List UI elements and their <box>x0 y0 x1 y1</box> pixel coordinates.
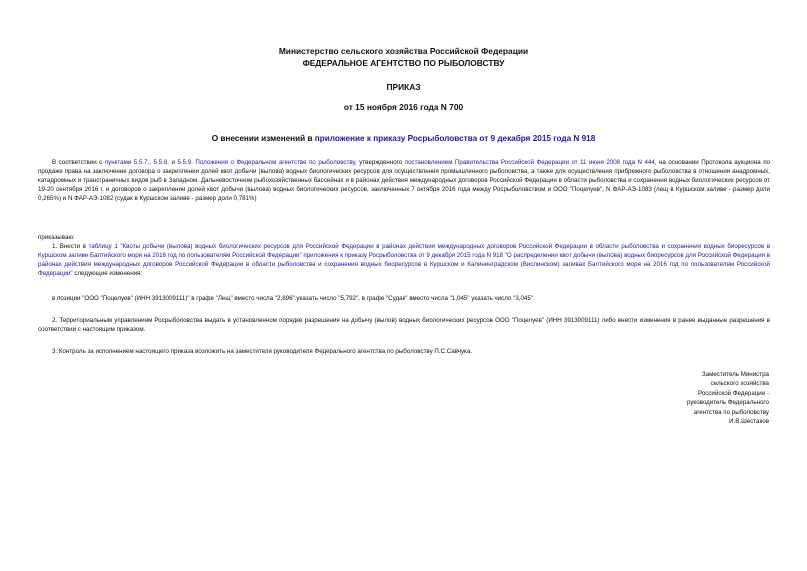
link-table-1[interactable]: таблицу 1 "Квоты добычи (вылова) водных биологических ресурсов для Российской Федерации в районах действия международных договоров Российской Федерации в области рыболовства и сохранения водных биоресурсов в Куршском заливе Балтийского моря на 2016 год по пользователям Российской Федерации" приложения к приказу Росрыболовства от 9 декабря 2015 года N 918 "О распределении квот добычи (вылова) водных биоресурсов для Российской Федерации в районах действия международных договоров Российской Федерации в области рыболовства и сохранения водных биоресурсов в Куршском и Калининградском (Вислинском) заливах Балтийского моря на 2016 год по пользователям Российской Федерации" <box>38 243 770 277</box>
item-3-paragraph: 3. Контроль за исполнением настоящего приказа возложить на заместителя руководителя Федерального агентства по рыболовству П.С.Савчука. <box>52 348 473 355</box>
item-1-paragraph <box>38 242 770 278</box>
signatory-name: И.В.Шестаков <box>729 418 769 426</box>
preamble-text-2: , <box>149 159 154 166</box>
preamble-paragraph <box>38 158 770 203</box>
item-1-text-2: следующие изменения: <box>72 270 143 277</box>
link-punkt-558[interactable]: 5.5.8. <box>153 159 169 166</box>
link-punkt-559[interactable]: 5.5.9. <box>177 159 193 166</box>
document-type: ПРИКАЗ <box>386 82 421 92</box>
signature-line: агентства по рыболовству <box>693 408 769 416</box>
preamble-text-5: , утвержденного <box>354 159 405 166</box>
link-punkt-557[interactable]: пунктами 5.5.7. <box>104 159 150 166</box>
title-prefix: О внесении изменений в <box>211 134 315 143</box>
ministry-name: Министерство сельского хозяйства Российской Федерации <box>278 46 529 56</box>
order-word: приказываю: <box>38 234 75 241</box>
preamble-text-3: и <box>169 159 178 166</box>
preamble-text-1: В соответствии с <box>52 159 105 166</box>
item-1-text-1: 1. Внести в <box>52 243 89 250</box>
signature-line: Российской Федерации - <box>697 389 769 397</box>
signature-line: Заместитель Министра <box>701 371 769 378</box>
document-date: от 15 ноября 2016 года N 700 <box>343 102 464 112</box>
link-postanovlenie-444[interactable]: постановлением Правительства Российской Федерации от 11 июня 2008 года N 444 <box>404 159 655 166</box>
signature-line: сельского хозяйства <box>710 380 769 388</box>
agency-name: ФЕДЕРАЛЬНОЕ АГЕНТСТВО ПО РЫБОЛОВСТВУ <box>302 58 505 68</box>
signature-block <box>629 370 769 426</box>
preamble-text-6: , на основании Протокола аукциона по продаже права на заключение договора о закреплении долей квот добычи (вылова) водных биологических ресурсов для осуществления промышленного рыболовства, а также для осуществления прибрежного рыболовства в отношении анадромных, катадромных и трансграничных видов рыб в Западном, Дальневосточном рыбохозяйственных бассейнах и в районах действия международных договоров Российской Федерации в области рыболовства и сохранения водных биологических ресурсов от 19-20 сентября 2016 г. и договоров о закреплении долей квот добычи (вылова) водных биологических ресурсов, заключенных 7 октября 2016 года между Росрыболовством и ООО "Поцелуев", N ФАР-АЭ-1083 (лещ в Куршском заливе - размер доли 0,265%) и N ФАР-АЭ-1082 (судак в Куршском заливе - размер доли 0,781%) <box>38 159 770 202</box>
item-1-change: в позиции "ООО "Поцелуев" (ИНН 3913009111)" в графе "Лещ" вместо числа "2,896" указать число "5,792", в графе "Судак" вместо числа "1,045" указать число "3,045". <box>52 295 535 302</box>
link-polozhenie[interactable]: Положения о Федеральном агентстве по рыболовству <box>195 159 355 166</box>
document-title <box>0 134 807 143</box>
item-2-paragraph: 2. Территориальным управлениям Росрыболовства выдать в установленном порядке разрешения на добычу (вылов) водных биологических ресурсов ООО "Поцелуев" (ИНН 3913009111) либо внести изменения в ранее выданные разрешения в соответствии с настоящим приказом. <box>38 317 770 333</box>
signature-line: руководитель Федерального <box>686 399 769 407</box>
title-link[interactable]: приложение к приказу Росрыболовства от 9 декабря 2015 года N 918 <box>314 134 596 143</box>
